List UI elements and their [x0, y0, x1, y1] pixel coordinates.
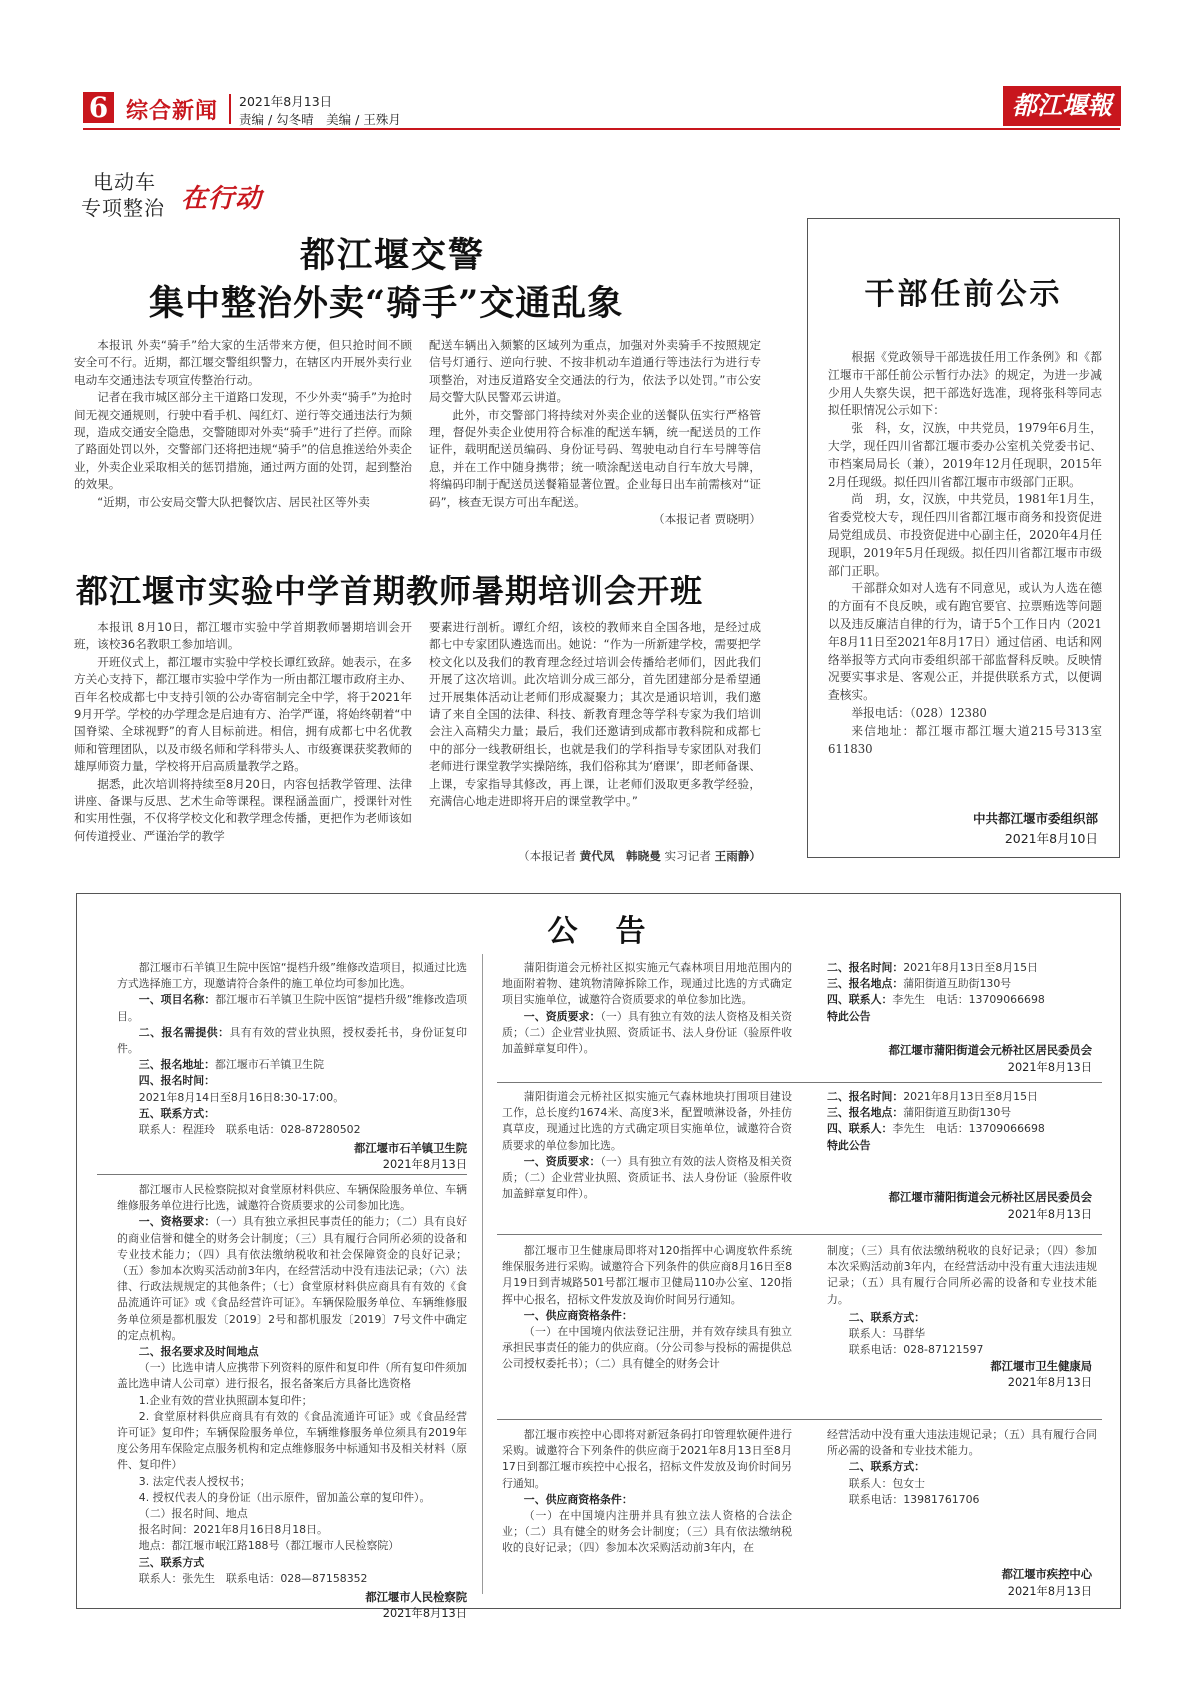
notice-huiyuanqiao-2-right: 二、报名时间：2021年8月13日至8月15日 三、报名地点：蒲阳街道互助街130号 四、联系人：李先生 电话：13709066698 特此公告 — [827, 1090, 1045, 1152]
header-divider — [229, 94, 231, 124]
notice-text: 联系人：张先生 联系电话：028—87158352 — [138, 1571, 368, 1585]
header-rule — [83, 128, 1120, 130]
notice-text: （一）在中国境内依法登记注册，并有效存续具有独立承担民事责任的能力的供应商。（分公司参与投标的需提供总公司授权委托书）；（二）具有健全的财务会计 — [502, 1325, 792, 1371]
article1-para: 此外，市交警部门将持续对外卖企业的送餐队伍实行严格管理，督促外卖企业使用符合标准的配送车辆，统一配送员的工作证件，载明配送员编码、身份证号码、驾驶电动自行车号牌等信息，并在工作中随身携带；统一喷涂配送电动自行车放大号牌，将编码印制于配送员送餐箱显著位置。企业每日出车前需核对“证码”，核查无误方可出车配送。 — [429, 407, 761, 509]
notice-text: 都江堰市卫生健康局即将对120指挥中心调度软件系统维保服务进行采购。诚邀符合下列条件的供应商8月16日至8月19日到青城路501号都江堰市卫健局110办公室、120指挥中心报名，招标文件发放及询价时间另行通知。 — [502, 1244, 792, 1306]
notice-divider — [497, 1234, 1102, 1235]
cadre-signer: 中共都江堰市委组织部 — [972, 811, 1098, 826]
notice-signer: 都江堰市卫生健康局 — [990, 1360, 1092, 1374]
article2-column1 — [74, 619, 412, 845]
notice-text: 联系人：程涯玲 联系电话：028-87280502 — [138, 1123, 361, 1137]
notice-signer: 都江堰市蒲阳街道会元桥社区居民委员会 — [888, 1191, 1092, 1204]
report-phone: 举报电话：（028）12380 — [851, 705, 987, 720]
notice-signer: 都江堰市蒲阳街道会元桥社区居民委员会 — [888, 1044, 1092, 1057]
issue-date: 2021年8月13日 — [239, 94, 333, 109]
notice-date: 2021年8月13日 — [1007, 1376, 1092, 1390]
article2-para: 据悉，此次培训将持续至8月20日，内容包括教学管理、法律讲座、备课与反思、艺术生命等课程。课程涵盖面广，授课针对性和实用性强，不仅将学校文化和教学理念传播，更把作为老师该如何传道授业、严谨治学的教学 — [74, 776, 412, 843]
cadre-announcement-body — [828, 349, 1114, 758]
notice-text: 3. 法定代表人授权书； — [138, 1474, 251, 1488]
notice-date: 2021年8月13日 — [1007, 1208, 1092, 1221]
notices-title: 公 告 — [547, 914, 650, 949]
paper-logo: 都江堰報 — [1003, 86, 1121, 126]
notice-text: 联系人：马群华 — [848, 1327, 926, 1341]
notice-text: 联系电话：13981761706 — [848, 1492, 980, 1506]
notice-shiyang: 都江堰市石羊镇卫生院中医馆“提档升级”维修改造项目，拟通过比选方式选择施工方，现邀请符合条件的施工单位均可参加比选。 一、项目名称：都江堰市石羊镇卫生院中医馆“提档升级”维修改造项目。 二、报名需提供：具有有效的营业执照，授权委托书，身份证复印件。 三、报名地址：都江堰市石羊镇卫生院 四、报名时间： 2021年8月14日至8月16日8:30-17:00。 五、联系方式： 联系人：程涯玲 联系电话：028-87280502 都江堰市石羊镇卫生院 2021年8月13日 — [117, 961, 467, 1172]
cadre-para: 根据《党政领导干部选拔任用工作条例》和《都江堰市干部任前公示暂行办法》的规定，为进一步减少用人失察失误，把干部选好选准，现将张科等同志拟任职情况公示如下： — [828, 350, 1102, 418]
article1-title-line2: 集中整治外卖“骑手”交通乱象 — [149, 283, 624, 324]
notice-huiyuanqiao-2-left: 蒲阳街道会元桥社区拟实施元气森林地块打围项目建设工作，总长度约1674米、高度3米，配置喷淋设备，外挂仿真草皮，现通过比选的方式确定项目实施单位，诚邀符合资质要求的单位参加比选。 一、资质要求：（一）具有独立有效的法人资格及相关资质；（二）企业营业执照、资质证书、法人身份证（验原件收加盖鲜章复印件）。 — [502, 1090, 792, 1201]
notice-date: 2021年8月13日 — [1007, 1061, 1092, 1074]
notice-text: 都江堰市石羊镇卫生院中医馆“提档升级”维修改造项目，拟通过比选方式选择施工方，现邀请符合条件的施工单位均可参加比选。 — [117, 961, 467, 991]
notice-text: 1.企业有效的营业执照副本复印件； — [138, 1393, 313, 1407]
article1-para: 记者在我市城区部分主干道路口发现，不少外卖“骑手”为抢时间无视交通规则，行驶中看手机、闯红灯、逆行等交通违法行为频现，造成交通安全隐患，交警随即对外卖“骑手”进行了拦停。而除了路面处罚以外，交警部门还将把违规“骑手”的信息推送给外卖企业，外卖企业采取相关的惩罚措施，通过两方面的处罚，起到整治的效果。 — [74, 390, 412, 492]
notice-cdc-left: 都江堰市疾控中心即将对新冠条码打印管理软硬件进行采购。诚邀符合下列条件的供应商于2021年8月13日至8月17日到都江堰市疾控中心报名，招标文件发放及询价时间另行通知。 一、供应商资格条件： （一）在中国境内注册并具有独立法人资格的合法企业；（二）具有健全的财务会计制度；（三）具有依法缴纳税收的良好记录；（四）参加本次采购活动前3年内，在 — [502, 1427, 792, 1557]
report-address: 来信地址：都江堰市都江堰大道215号313室 611830 — [828, 723, 1114, 756]
cadre-announcement-title: 干部任前公示 — [864, 277, 1063, 312]
notice-text: 经营活动中没有重大违法违规记录；（五）具有履行合同所必需的设备和专业技术能力。 — [827, 1428, 1097, 1458]
notice-text: 联系人：包女士 — [848, 1476, 926, 1490]
article1-para: “近期，市公安局交警大队把餐饮店、居民社区等外卖 — [97, 494, 370, 509]
notice-text: （二）报名时间、地点 — [138, 1507, 248, 1521]
notice-health-bureau-left: 都江堰市卫生健康局即将对120指挥中心调度软件系统维保服务进行采购。诚邀符合下列条件的供应商8月16日至8月19日到青城路501号都江堰市卫健局110办公室、120指挥中心报名，招标文件发放及询价时间另行通知。 一、供应商资格条件： （一）在中国境内依法登记注册，并有效存续具有独立承担民事责任的能力的供应商。（分公司参与投标的需提供总公司授权委托书）；（二）具有健全的财务会计 — [502, 1243, 792, 1373]
article2-title: 都江堰市实验中学首期教师暑期培训会开班 — [76, 572, 704, 610]
notice-text: 4. 授权代表人的身份证（出示原件，留加盖公章的复印件）。 — [138, 1490, 431, 1504]
cadre-para: 尚 玥，女，汉族，中共党员，1981年1月生，省委党校大专，现任四川省都江堰市商务和投资促进局党组成员、市投资促进中心副主任，2020年4月任现职，2019年5月任现级。拟任四川省都江堰市市级部门正职。 — [828, 492, 1102, 578]
article1-column1 — [74, 337, 412, 511]
notice-health-bureau-right: 制度；（三）具有依法缴纳税收的良好记录；（四）参加本次采购活动前3年内，在经营活动中没有重大违法违规记录；（五）具有履行合同所必需的设备和专业技术能力。 二、联系方式： 联系人：马群华 联系电话：028-87121597 都江堰市卫生健康局 2021年8月13日 — [827, 1244, 1097, 1390]
notice-text: 蒲阳街道会元桥社区拟实施元气森林地块打围项目建设工作，总长度约1674米、高度3米，配置喷淋设备，外挂仿真草皮，现通过比选的方式确定项目实施单位，诚邀符合资质要求的单位参加比选。 — [502, 1090, 792, 1152]
article1-column2 — [429, 337, 761, 528]
notice-text: 制度；（三）具有依法缴纳税收的良好记录；（四）参加本次采购活动前3年内，在经营活动中没有重大违法违规记录；（五）具有履行合同所必需的设备和专业技术能力。 — [827, 1244, 1097, 1306]
notice-text: 蒲阳街道会元桥社区拟实施元气森林项目用地范围内的地面附着物、建筑物清障拆除工作，现通过比选的方式确定项目实施单位，诚邀符合资质要求的单位参加比选。 — [502, 961, 792, 1007]
notice-vertical-divider — [482, 954, 483, 1594]
article1-para: 配送车辆出入频繁的区域列为重点，加强对外卖骑手不按照规定信号灯通行、逆向行驶、不按非机动车道通行等违法行为进行专项整治，对违反道路安全交通法的行为，依法予以处罚。”市公安局交警大队民警邓云讲道。 — [429, 338, 761, 405]
notice-huiyuanqiao-1-right: 二、报名时间：2021年8月13日至8月15日 三、报名地点：蒲阳街道互助街130号 四、联系人：李先生 电话：13709066698 特此公告 — [827, 961, 1045, 1023]
notice-divider — [497, 1419, 1102, 1420]
article1-byline: （本报记者 贾晓明） — [652, 512, 761, 527]
campaign-tag-line2: 专项整治 — [81, 196, 165, 220]
notice-text: 都江堰市人民检察院拟对食堂原材料供应、车辆保险服务单位、车辆维修服务单位进行比选，诚邀符合资质要求的公司参加比选。 — [117, 1183, 467, 1213]
article2-column2 — [429, 619, 761, 810]
notice-text: （一）比选申请人应携带下列资料的原件和复印件（所有复印件须加盖比选申请人公司章）进行报名，报名备案后方具备比选资格 — [117, 1361, 467, 1391]
notice-divider — [497, 1082, 1102, 1083]
notices-box — [76, 893, 1121, 1621]
campaign-tag-action: 在行动 — [181, 184, 263, 214]
notice-text: 联系电话：028-87121597 — [848, 1343, 984, 1357]
notice-signer: 都江堰市人民检察院 — [365, 1591, 467, 1605]
article1-title-line1: 都江堰交警 — [300, 235, 486, 276]
cadre-para: 张 科，女，汉族，中共党员，1979年6月生，大学，现任四川省都江堰市委办公室机关党委书记、市档案局局长（兼），2019年12月任现职，2015年2月任现级。拟任四川省都江堰市市级部门正职。 — [828, 421, 1102, 489]
cadre-para: 干部群众如对人选有不同意见，或认为人选在德的方面有不良反映，或有跑官要官、拉票贿选等问题以及违反廉洁自律的行为，请于5个工作日内（2021年8月11日至2021年8月17日）通过信函、电话和网络举报等方式向市委组织部干部监督科反映。反映情况要实事求是、客观公正，并提供联系方式，以便调查核实。 — [828, 581, 1102, 703]
notice-text: 2. 食堂原材料供应商具有有效的《食品流通许可证》或《食品经营许可证》复印件；车辆保险服务单位，车辆维修服务单位须具有2019年度公务用车保险定点服务机构和定点维修服务中标通知书及相关材料（原件、复印件） — [117, 1409, 467, 1472]
notice-text: 2021年8月14日至8月16日8:30-17:00。 — [138, 1090, 345, 1104]
notice-huiyuanqiao-1-left: 蒲阳街道会元桥社区拟实施元气森林项目用地范围内的地面附着物、建筑物清障拆除工作，现通过比选的方式确定项目实施单位，诚邀符合资质要求的单位参加比选。 一、资质要求：（一）具有独立有效的法人资格及相关资质；（二）企业营业执照、资质证书、法人身份证（验原件收加盖鲜章复印件）。 — [502, 961, 792, 1056]
campaign-tag-line1: 电动车 — [93, 170, 156, 194]
article1-para: 本报讯 外卖“骑手”给大家的生活带来方便，但只抢时间不顾安全可不行。近期，都江堰交警组织警力，在辖区内开展外卖行业电动车交通违法专项宣传整治行动。 — [74, 338, 412, 387]
cadre-date: 2021年8月10日 — [1004, 831, 1098, 846]
cadre-announcement-box — [807, 218, 1120, 858]
notice-text: 报名时间：2021年8月16日8月18日。 — [138, 1523, 328, 1537]
editors-credit: 责编 / 勾冬晴 美编 / 王殊月 — [239, 112, 401, 127]
notice-text: 地点：都江堰市岷江路188号（都江堰市人民检察院） — [138, 1539, 400, 1553]
article2-para: 要素进行剖析。谭红介绍，该校的教师来自全国各地，是经过成都七中专家团队遴选而出。她说：“作为一所新建学校，需要把学校文化以及我们的教育理念经过培训会传播给老师们，因此我们开展了这次培训。此次培训分成三部分，首先团建部分是希望通过开展集体活动让老师们形成凝聚力；其次是通识培训，我们邀请了来自全国的法律、科技、新教育理念等学科专家为我们培训会注入高精尖力量；最后，我们还邀请到成都市教科院和成都七中的部分一线教研组长，也就是我们的学科指导专家团队对我们老师进行课堂教学实操陪练，我们俗称其为‘磨课’，即老师备课、上课，专家指导其修改，再上课，让老师们汲取更多教学经验，充满信心地走进即将开启的课堂教学中。” — [429, 620, 761, 809]
notice-date: 2021年8月13日 — [382, 1607, 467, 1621]
notice-signer: 都江堰市疾控中心 — [1001, 1568, 1092, 1581]
page-number: 6 — [83, 92, 114, 123]
notice-divider — [97, 1174, 467, 1175]
notice-date: 2021年8月13日 — [382, 1158, 467, 1172]
article2-byline: （本报记者 黄代凤 韩晓曼 实习记者 王雨静） — [518, 849, 761, 863]
notice-procuratorate: 都江堰市人民检察院拟对食堂原材料供应、车辆保险服务单位、车辆维修服务单位进行比选，诚邀符合资质要求的公司参加比选。 一、资格要求：（一）具有独立承担民事责任的能力；（二）具有良好的商业信誉和健全的财务会计制度；（三）具有履行合同所必须的设备和专业技术能力；（四）具有依法缴纳税收和社会保障资金的良好记录；（五）参加本次购买活动前3年内，在经营活动中没有违法记录；（六）法律、行政法规规定的其他条件；（七）食堂原材料供应商具有有效的《食品流通许可证》或《食品经营许可证》。车辆保险服务单位、车辆维修服务单位须是都机服发〔2019〕2号和都机服发〔2019〕7号文件中确定的定点机构。 二、报名要求及时间地点 （一）比选申请人应携带下列资料的原件和复印件（所有复印件须加盖比选申请人公司章）进行报名，报名备案后方具备比选资格 1.企业有效的营业执照副本复印件； 2. 食堂原材料供应商具有有效的《食品流通许可证》或《食品经营许可证》复印件；车辆保险服务单位，车辆维修服务单位须具有2019年度公务用车保险定点服务机构和定点维修服务中标通知书及相关材料（原件、复印件） 3. 法定代表人授权书； 4. 授权代表人的身份证（出示原件，留加盖公章的复印件）。 （二）报名时间、地点 报名时间：2021年8月16日8月18日。 地点：都江堰市岷江路188号（都江堰市人民检察院） 三、联系方式 联系人：张先生 联系电话：028—87158352 都江堰市人民检察院 2021年8月13日 — [117, 1183, 467, 1621]
section-title: 综合新闻 — [126, 99, 219, 124]
notice-signer: 都江堰市石羊镇卫生院 — [354, 1142, 467, 1156]
notice-cdc-right: 经营活动中没有重大违法违规记录；（五）具有履行合同所必需的设备和专业技术能力。 二、联系方式： 联系人：包女士 联系电话：13981761706 — [827, 1427, 1097, 1508]
notice-text: （一）在中国境内注册并具有独立法人资格的合法企业；（二）具有健全的财务会计制度；（三）具有依法缴纳税收的良好记录；（四）参加本次采购活动前3年内，在 — [502, 1509, 792, 1555]
notice-date: 2021年8月13日 — [1007, 1585, 1092, 1598]
article2-para: 本报讯 8月10日，都江堰市实验中学首期教师暑期培训会开班，该校36名教职工参加培训。 — [74, 620, 412, 652]
notice-text: 都江堰市疾控中心即将对新冠条码打印管理软硬件进行采购。诚邀符合下列条件的供应商于2021年8月13日至8月17日到都江堰市疾控中心报名，招标文件发放及询价时间另行通知。 — [502, 1428, 792, 1490]
article2-para: 开班仪式上，都江堰市实验中学校长谭红致辞。她表示，在多方关心支持下，都江堰市实验中学作为一所由都江堰市政府主办、百年名校成都七中支持引领的公办寄宿制完全中学，将于2021年9月开学。学校的办学理念是启迪有方、治学严谨，将始终朝着“中国脊梁、全球视野”的育人目标前进。相信，拥有成都七中名优教师和管理团队，以及市级名师和学科带头人、市级赛课获奖教师的雄厚师资力量，学校将开启高质量教学之路。 — [74, 654, 413, 774]
